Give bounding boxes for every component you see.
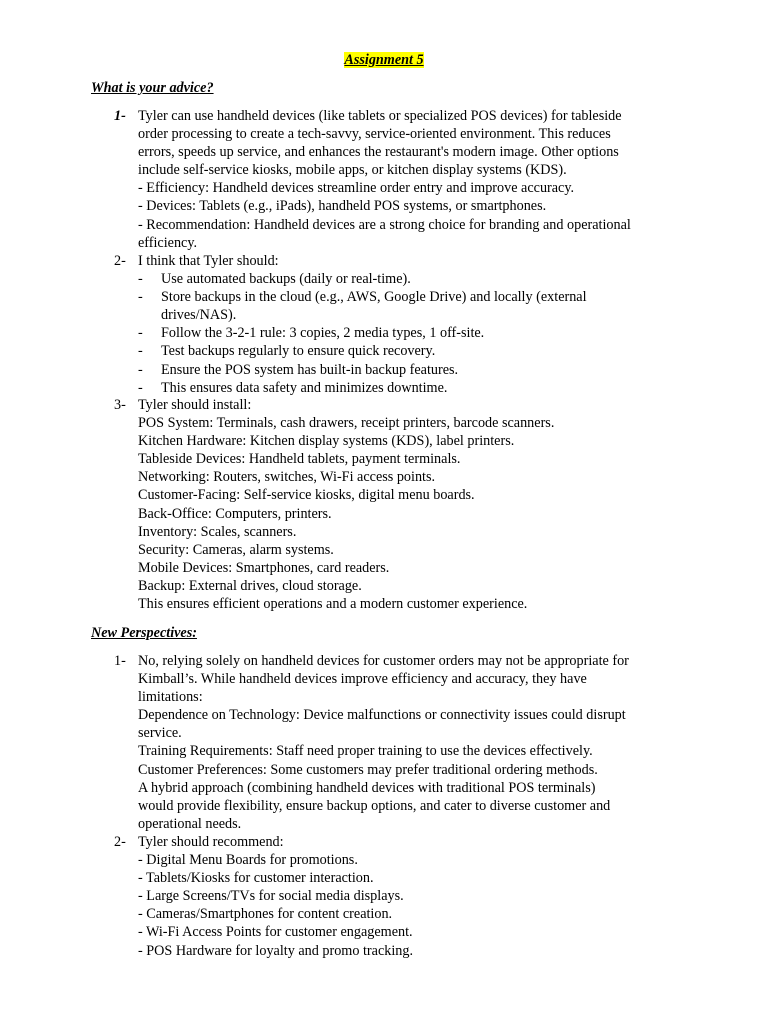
- bullet-text: Follow the 3-2-1 rule: 3 copies, 2 media types, 1 off-site.: [161, 325, 485, 342]
- list-number: 2-: [114, 834, 126, 850]
- text-line: - Cameras/Smartphones for content creation.: [138, 906, 393, 923]
- text-line: Kimball’s. While handheld devices improve efficiency and accuracy, they have: [138, 671, 587, 688]
- bullet-item: [138, 361, 684, 379]
- text-line: Tyler should install:: [138, 397, 252, 413]
- bullet-text: Ensure the POS system has built-in backup features.: [161, 361, 459, 378]
- text-line: Backup: External drives, cloud storage.: [138, 577, 362, 594]
- text-line: I think that Tyler should:: [138, 253, 279, 269]
- text-line: A hybrid approach (combining handheld devices with traditional POS terminals): [138, 779, 596, 796]
- text-line: Inventory: Scales, scanners.: [138, 523, 297, 540]
- text-line: - Wi-Fi Access Points for customer engagement.: [138, 924, 413, 941]
- advice-item-1: [114, 107, 684, 252]
- text-line: - POS Hardware for loyalty and promo tracking.: [138, 942, 414, 959]
- text-line: would provide flexibility, ensure backup options, and cater to diverse customer and: [138, 797, 611, 814]
- text-line: errors, speeds up service, and enhances the restaurant's modern image. Other options: [138, 144, 619, 161]
- text-line: order processing to create a tech-savvy, service-oriented environment. This reduces: [138, 126, 611, 143]
- text-line: Back-Office: Computers, printers.: [138, 505, 332, 522]
- text-line: Dependence on Technology: Device malfunctions or connectivity issues could disrupt: [138, 707, 626, 724]
- text-line: - Devices: Tablets (e.g., iPads), handheld POS systems, or smartphones.: [138, 198, 547, 215]
- text-line: Training Requirements: Staff need proper training to use the devices effectively.: [138, 743, 593, 760]
- advice-item-2: [114, 252, 684, 397]
- bullet-item: [138, 270, 684, 288]
- section-heading-new-perspectives: New Perspectives:: [91, 625, 197, 641]
- list-number: 3-: [114, 397, 126, 413]
- bullet-item: [138, 324, 684, 342]
- text-line: Kitchen Hardware: Kitchen display systems (KDS), label printers.: [138, 433, 515, 450]
- bullet-text: Test backups regularly to ensure quick recovery.: [161, 343, 436, 360]
- perspective-item-2: [114, 833, 684, 960]
- bullet-dash: -: [138, 325, 143, 342]
- text-line: service.: [138, 725, 182, 742]
- text-line: - Large Screens/TVs for social media displays.: [138, 888, 404, 905]
- text-line: Networking: Routers, switches, Wi-Fi access points.: [138, 469, 436, 486]
- bullet-dash: -: [138, 289, 143, 306]
- bullet-item: [138, 379, 684, 397]
- bullet-dash: -: [138, 271, 143, 288]
- bullet-dash: -: [138, 361, 143, 378]
- text-line: Tableside Devices: Handheld tablets, payment terminals.: [138, 451, 461, 468]
- bullet-text: This ensures data safety and minimizes downtime.: [161, 379, 448, 396]
- bullet-text: drives/NAS).: [161, 307, 237, 324]
- text-line: Security: Cameras, alarm systems.: [138, 541, 334, 558]
- text-line: This ensures efficient operations and a modern customer experience.: [138, 596, 528, 613]
- section-heading-advice: What is your advice?: [91, 80, 214, 96]
- text-line: No, relying solely on handheld devices for customer orders may not be appropriate for: [138, 653, 629, 669]
- text-line: include self-service kiosks, mobile apps, or kitchen display systems (KDS).: [138, 162, 567, 179]
- text-line: - Efficiency: Handheld devices streamline order entry and improve accuracy.: [138, 180, 575, 197]
- text-line: Mobile Devices: Smartphones, card readers.: [138, 559, 390, 576]
- text-line: Customer Preferences: Some customers may prefer traditional ordering methods.: [138, 761, 598, 778]
- text-line: POS System: Terminals, cash drawers, receipt printers, barcode scanners.: [138, 415, 555, 432]
- text-line: - Tablets/Kiosks for customer interaction.: [138, 870, 374, 887]
- bullet-item: [138, 288, 684, 324]
- bullet-dash: -: [138, 343, 143, 360]
- text-line: operational needs.: [138, 815, 242, 832]
- bullet-text: Store backups in the cloud (e.g., AWS, Google Drive) and locally (external: [161, 289, 587, 306]
- perspective-item-1: [114, 652, 684, 833]
- advice-item-3: [114, 396, 684, 613]
- bullet-item: [138, 342, 684, 360]
- text-line: Customer-Facing: Self-service kiosks, digital menu boards.: [138, 487, 475, 504]
- list-number: 1-: [114, 108, 126, 124]
- list-number: 1-: [114, 653, 126, 669]
- text-line: limitations:: [138, 689, 203, 706]
- list-number: 2-: [114, 253, 126, 269]
- text-line: Tyler should recommend:: [138, 834, 284, 850]
- bullet-text: Use automated backups (daily or real-time).: [161, 271, 411, 288]
- text-line: - Recommendation: Handheld devices are a strong choice for branding and operational: [138, 216, 631, 233]
- bullet-dash: -: [138, 379, 143, 396]
- document-title: Assignment 5: [344, 52, 424, 68]
- text-line: - Digital Menu Boards for promotions.: [138, 852, 358, 869]
- text-line: Tyler can use handheld devices (like tablets or specialized POS devices) for tableside: [138, 108, 622, 124]
- text-line: efficiency.: [138, 234, 198, 251]
- document-title-container: [0, 51, 768, 69]
